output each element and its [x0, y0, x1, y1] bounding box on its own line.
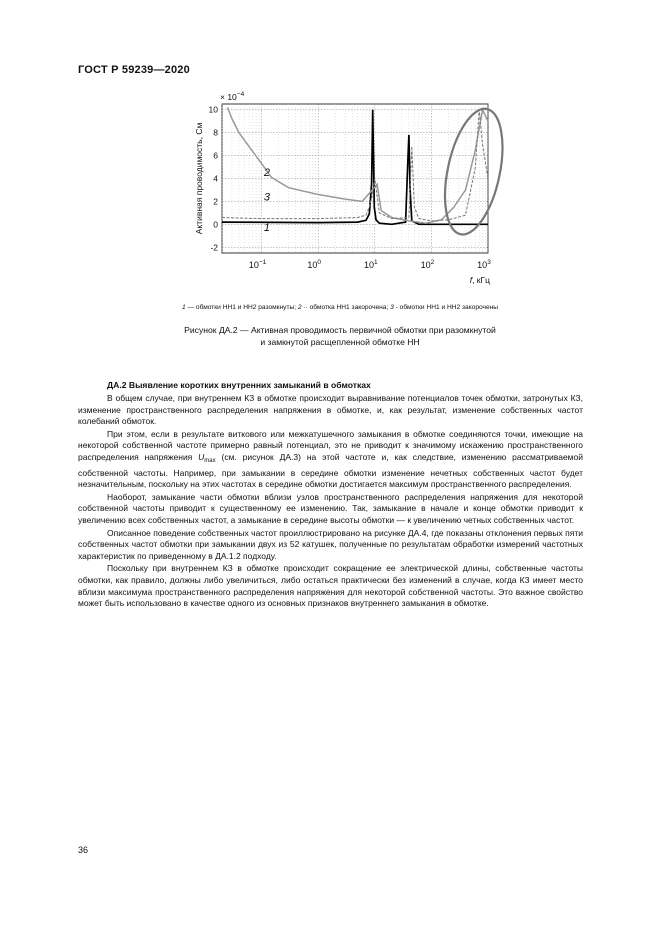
chart-svg — [190, 88, 510, 298]
legend-text-2: ·· обмотка НН1 закорочена; — [301, 304, 391, 311]
y-tick-label: 8 — [213, 127, 218, 138]
u-max-variable: U — [198, 451, 205, 462]
legend-num-1: 1 — [181, 304, 186, 311]
paragraph-4: Описанное поведение собственных частот проиллюстрировано на рисунке ДА.4, где показаны отклонения первых пяти собственных частот обмотки при замыкании двух из 52 катушек, полученные по результатам обработки измерений частотных характеристик по приведенному в ДА.1.2 подходу. — [78, 527, 583, 561]
x-axis-label: f, кГц — [469, 275, 490, 285]
section-title: ДА.2 Выявление коротких внутренних замыканий в обмотках — [107, 380, 371, 390]
paragraph-5: Поскольку при внутреннем КЗ в обмотке происходит сокращение ее электрической длины, собственные частоты обмотки, как правило, должны либо увеличиться, либо остаться практически без изменений в случае, когда КЗ имеет место вблизи максимума пространственного распределения напряжения для некоторой собственной частоты. Это важное свойство может быть использовано в качестве одного из основных признаков внутреннего замыкания в обмотке. — [78, 563, 583, 609]
legend-num-3: 3 — [390, 304, 394, 311]
section-body — [78, 393, 583, 611]
paragraph-2-part-a: При этом, если в результате виткового или межкатушечного замыкания в обмотке соединяются точки, имеющие на некоторой собственной частоте примерно равный потенциал, это не приводит к значимому искажению пространственного распределения напряжения — [78, 428, 583, 462]
legend-text-3: - обмотки НН1 и НН2 закорочены — [393, 304, 498, 311]
y-tick-label: 6 — [213, 150, 218, 161]
legend-num-2: 2 — [297, 304, 302, 311]
y-tick-label: 0 — [213, 219, 218, 230]
x-tick-label: $10^3$ — [477, 259, 491, 270]
highlight-ellipse — [435, 104, 510, 240]
u-max-subscript: max — [204, 457, 216, 464]
paragraph-2 — [78, 429, 583, 491]
y-tick-label: 2 — [213, 196, 218, 207]
figure-legend — [80, 304, 600, 311]
figure-caption — [80, 324, 600, 348]
y-multiplier: × $10^{-4}$ — [220, 91, 245, 102]
y-tick-label: -2 — [210, 242, 218, 253]
y-tick-label: 4 — [213, 173, 218, 184]
x-tick-label: $10^1$ — [363, 259, 378, 270]
paragraph-1: В общем случае, при внутреннем КЗ в обмотке происходит выравнивание потенциалов точек обмотки, затронутых КЗ, изменение пространственного распределения напряжения в обмотке, и, как результат, изменение собственных частот колебаний обмоток. — [78, 393, 583, 427]
curve-label-2: 2 — [263, 167, 271, 180]
paragraph-3: Наоборот, замыкание части обмотки вблизи узлов пространственного распределения напряжения для некоторой собственной частоты приводит к существенному ее изменению. Так, замыкание в начале и конце обмотки приводит к увеличению всех собственных частот, а замыкание в середине высоты обмотки — к увеличению четных собственных частот. — [78, 491, 583, 525]
admittance-chart — [190, 88, 510, 298]
document-header: ГОСТ Р 59239—2020 — [78, 64, 190, 76]
caption-line-2: и замкнутой расщепленной обмотке НН — [260, 337, 420, 347]
x-tick-label: $10^0$ — [307, 259, 321, 270]
x-tick-label: $10^2$ — [420, 259, 435, 270]
legend-text-1: — обмотки НН1 и НН2 разомкнуты; — [185, 304, 298, 311]
caption-line-1: Рисунок ДА.2 — Активная проводимость первичной обмотки при разомкнутой — [184, 325, 496, 335]
page-number: 36 — [78, 845, 89, 855]
paragraph-2-part-b: (см. рисунок ДА.3) на этой частоте и, как следствие, изменению рассматриваемой собственной частоты. Например, при замыкании в середине обмотки изменение нечетных собственных частот будет незначительным, поскольку на этих частотах в середине обмотки достигается максимум пространственного распределения. — [78, 451, 583, 490]
x-tick-label: $10^{-1}$ — [248, 259, 267, 270]
curve-label-3: 3 — [263, 191, 271, 204]
y-tick-label: 10 — [208, 104, 218, 115]
curve-label-1: 1 — [263, 222, 271, 235]
y-axis-label: Активная проводимость, См — [194, 122, 204, 235]
